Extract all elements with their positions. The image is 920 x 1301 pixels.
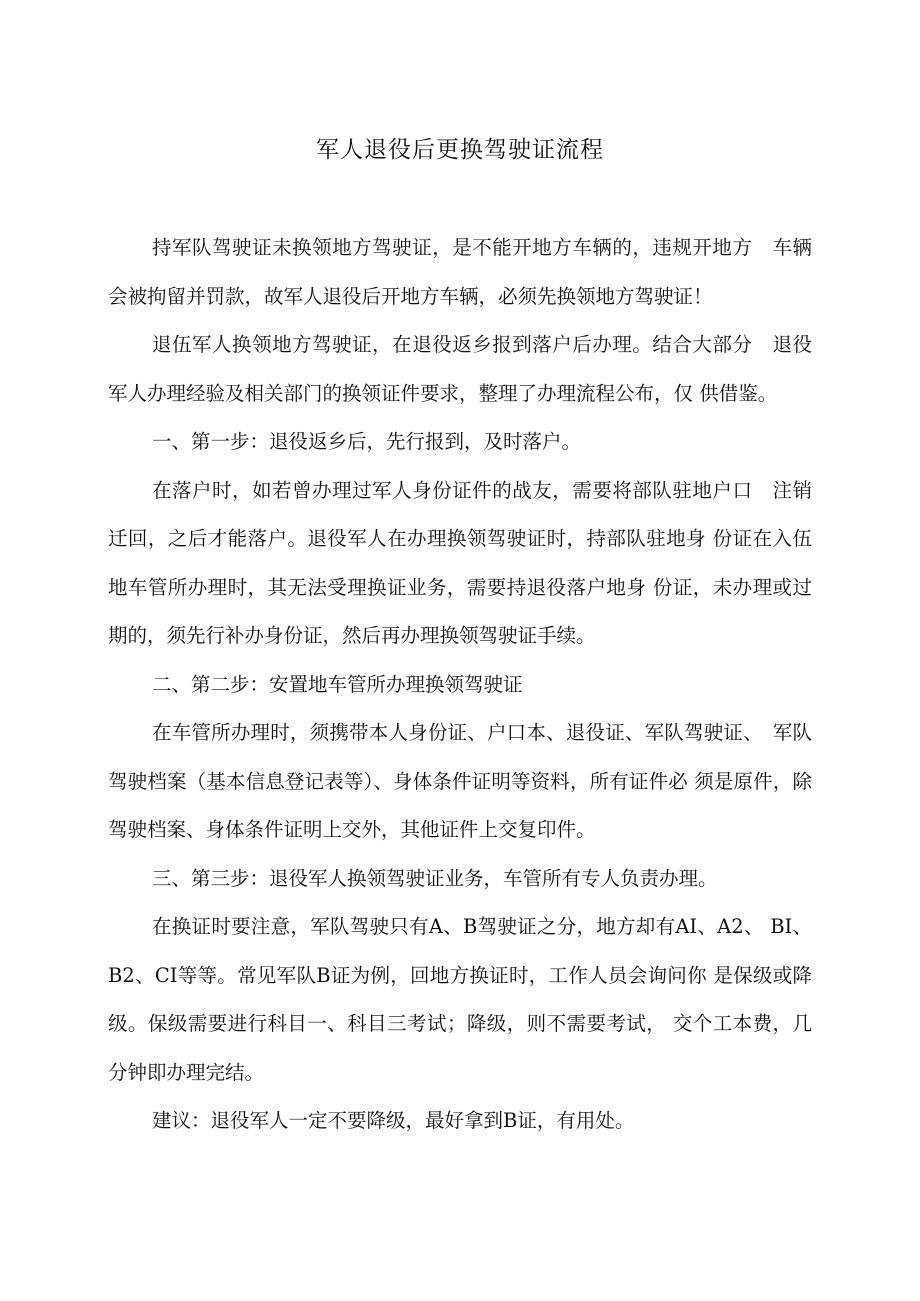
step-1-heading: 一、第一步：退役返乡后，先行报到，及时落户。 (152, 430, 582, 453)
paragraph-license-requirement: 持军队驾驶证未换领地方驾驶证，是不能开地方车辆的，违规开地方 车辆会被拘留并罚款，故军人退役后开地方车辆，必须先换领地方驾驶证！ (108, 236, 812, 308)
step-2-heading: 二、第二步：安置地车管所办理换领驾驶证 (152, 672, 523, 696)
document-body (108, 224, 812, 1146)
paragraph-step-1-details: 在落户时，如若曾办理过军人身份证件的战友，需要将部队驻地户口 注销迁回，之后才能落户。退役军人在办理换领驾驶证时，持部队驻地身 份证在入伍地车管所办理时，其无法受理换证业务，需要持退役落户地身 份证，未办理或过期的，须先行补办身份证，然后再办理换领驾驶证手续。 (108, 478, 812, 647)
paragraph-when-to-apply: 退伍军人换领地方驾驶证，在退役返乡报到落户后办理。结合大部分 退役军人办理经验及相关部门的换领证件要求，整理了办理流程公布，仅 供借鉴。 (108, 333, 812, 405)
paragraph-recommendation: 建议：退役军人一定不要降级，最好拿到B证，有用处。 (152, 1109, 635, 1132)
paragraph-step-3-details: 在换证时要注意，军队驾驶只有A、B驾驶证之分，地方却有AI、A2、 BI、B2、CI等等。常见军队B证为例，回地方换证时，工作人员会询问你 是保级或降级。保级需要进行科目一、科目三考试；降级，则不需要考试， 交个工本费，几分钟即办理完结。 (108, 915, 812, 1084)
paragraph-step-2-details: 在车管所办理时，须携带本人身份证、户口本、退役证、军队驾驶证、 军队驾驶档案（基本信息登记表等）、身体条件证明等资料，所有证件必 须是原件，除驾驶档案、身体条件证明上交外，其他证件上交复印件。 (108, 721, 812, 841)
step-3-heading: 三、第三步：退役军人换领驾驶证业务，车管所有专人负责办理。 (152, 866, 718, 890)
document-title: 军人退役后更换驾驶证流程 (316, 137, 604, 163)
